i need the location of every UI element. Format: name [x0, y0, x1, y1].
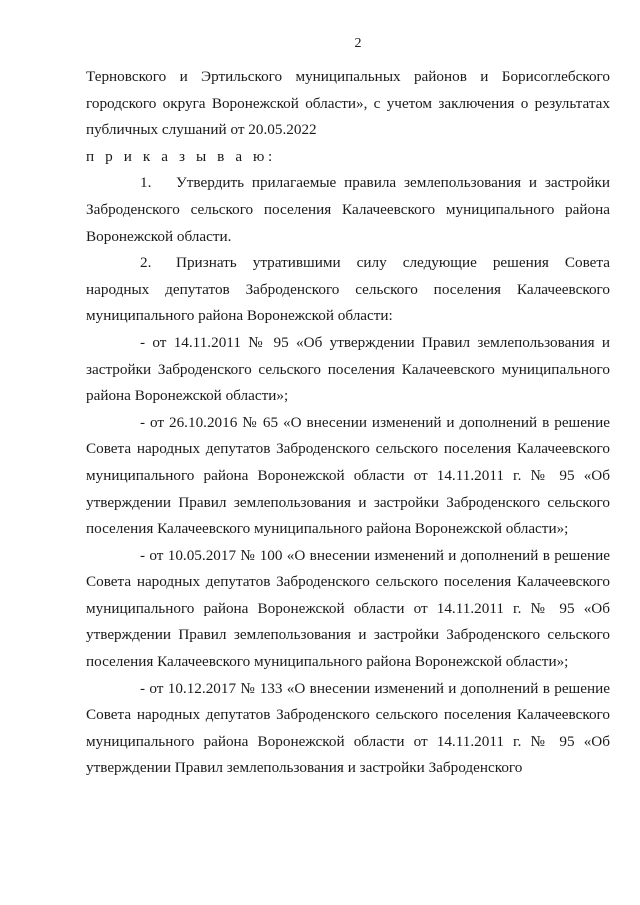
dash-item-4: - от 10.12.2017 № 133 «О внесении изменений и дополнений в решение Совета народных депутатов Заброденского сельского поселения Калачеевского муниципального района Воронежской области от 14.11.2011 г. № 95 «Об утверждении Правил землепользования и застройки Заброденского: [86, 679, 610, 777]
item-2-text: Признать утратившими силу следующие решения Совета народных депутатов Заброденского сельского поселения Калачеевского муниципального района Воронежской области:: [86, 254, 610, 325]
item-2-number: 2.: [140, 254, 152, 272]
item-1-number: 1.: [140, 174, 152, 192]
dash-item-2: - от 26.10.2016 № 65 «О внесении изменений и дополнений в решение Совета народных депутатов Заброденского сельского поселения Калачеевского муниципального района Воронежской области от 14.11.2011 г. № 95 «Об утверждении Правил землепользования и застройки Заброденского сельского поселения Калачеевского муниципального района Воронежской области»;: [86, 413, 610, 538]
dash-item-3: - от 10.05.2017 № 100 «О внесении изменений и дополнений в решение Совета народных депутатов Заброденского сельского поселения Калачеевского муниципального района Воронежской области от 14.11.2011 г. № 95 «Об утверждении Правил землепользования и застройки Заброденского сельского поселения Калачеевского муниципального района Воронежской области»;: [86, 546, 610, 671]
item-1: [86, 170, 610, 250]
page-number: 2: [354, 36, 362, 51]
order-word: п р и к а з ы в а ю:: [86, 147, 276, 165]
dash-item-1: - от 14.11.2011 № 95 «Об утверждении Правил землепользования и застройки Заброденского сельского поселения Калачеевского муниципального района Воронежской области»;: [86, 333, 610, 405]
item-1-text: Утвердить прилагаемые правила землепользования и застройки Заброденского сельского поселения Калачеевского муниципального района Воронежской области.: [86, 174, 610, 245]
intro-paragraph: Терновского и Эртильского муниципальных районов и Борисоглебского городского округа Воронежской области», с учетом заключения о результатах публичных слушаний от 20.05.2022: [86, 68, 610, 139]
item-2: [86, 250, 610, 330]
